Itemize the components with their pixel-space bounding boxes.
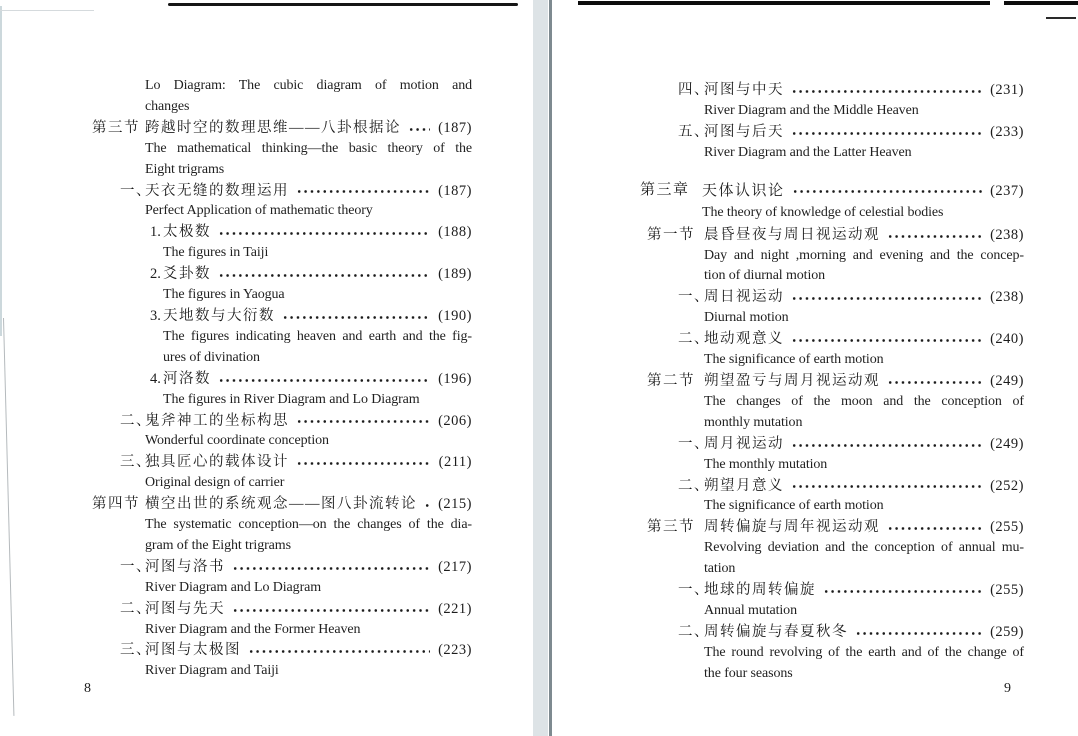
entry-title-zh: 周转偏旋与春夏秋冬 <box>704 623 848 640</box>
entry-body <box>704 580 1024 622</box>
entry-number: 一、 <box>120 558 152 575</box>
entry-title-en: Day and night ,morning and evening and the concep- <box>704 247 1024 263</box>
entry-title-en: The round revolving of the earth and of the change of <box>704 644 1024 660</box>
entry-page-ref: (255) <box>990 582 1024 599</box>
entry-page-ref: (255) <box>990 519 1024 536</box>
entry-title-zh: 太极数 <box>163 224 211 241</box>
entry-title-row <box>145 452 472 473</box>
entry-number: 二、 <box>120 412 152 429</box>
entry-title-row <box>145 411 472 432</box>
toc-entry <box>640 287 1024 329</box>
entry-title-zh: 鬼斧神工的坐标构思 <box>145 412 289 429</box>
entry-title-zh: 河图与洛书 <box>145 558 225 575</box>
entry-title-en: The figures in Taiji <box>163 245 269 261</box>
entry-body <box>163 369 472 411</box>
entry-body <box>704 517 1024 580</box>
toc-entry <box>92 264 472 306</box>
scan-artifact-top-edge-right <box>578 1 990 5</box>
entry-title-en: River Diagram and the Middle Heaven <box>704 102 919 118</box>
scan-artifact-top-edge-right-2 <box>1004 1 1078 5</box>
toc-entry <box>640 329 1024 371</box>
entry-title-en: tion of diurnal motion <box>704 268 826 284</box>
entry-number: 4. <box>150 370 161 387</box>
dot-leader <box>791 335 982 346</box>
entry-number: 1. <box>150 224 161 241</box>
entry-title-zh: 天衣无缝的数理运用 <box>145 182 289 199</box>
entry-number: 五、 <box>678 123 710 140</box>
dot-leader <box>791 86 982 97</box>
dot-leader <box>232 563 430 574</box>
entry-title-row <box>704 225 1024 246</box>
entry-body <box>702 180 1024 225</box>
toc-entries-left <box>92 76 472 682</box>
entry-title-en: tation <box>704 561 736 577</box>
entry-body <box>704 329 1024 371</box>
entry-title-en: Original design of carrier <box>145 475 285 491</box>
page-number-right: 9 <box>1004 681 1011 696</box>
toc-entry <box>92 599 472 641</box>
entry-number: 一、 <box>678 582 710 599</box>
entry-body <box>145 411 472 453</box>
entry-title-zh: 周日视运动 <box>704 289 784 306</box>
entry-title-zh: 河图与后天 <box>704 123 784 140</box>
entry-number: 第三节 <box>647 519 695 536</box>
entry-title-en: the four seasons <box>704 665 793 681</box>
dot-leader <box>248 646 430 657</box>
entry-title-en: The figures in Yaogua <box>163 287 285 303</box>
toc-entry <box>92 557 472 599</box>
entry-title-zh: 天体认识论 <box>702 182 785 199</box>
toc-entry <box>92 452 472 494</box>
dot-leader <box>424 500 430 511</box>
entry-page-ref: (252) <box>990 477 1024 494</box>
entry-title-row <box>704 287 1024 308</box>
entry-title-row <box>704 122 1024 143</box>
scan-artifact-gutter-shadow <box>533 0 548 736</box>
toc-page-left <box>92 76 472 682</box>
dot-leader <box>218 228 430 239</box>
entry-title-row <box>163 306 472 327</box>
entry-page-ref: (237) <box>990 182 1024 199</box>
entry-body <box>704 287 1024 329</box>
entry-page-ref: (189) <box>438 266 472 283</box>
entry-page-ref: (196) <box>438 370 472 387</box>
entry-title-en: River Diagram and the Latter Heaven <box>704 144 912 160</box>
dot-leader <box>296 458 430 469</box>
entry-number: 第二节 <box>647 372 695 389</box>
entry-title-zh: 天地数与大衍数 <box>163 307 275 324</box>
entry-title-zh: 河图与太极图 <box>145 642 241 659</box>
toc-entry <box>92 306 472 369</box>
entry-page-ref: (221) <box>438 600 472 617</box>
entry-body <box>704 476 1024 518</box>
entry-page-ref: (231) <box>990 82 1024 98</box>
scan-artifact-left-top-line <box>0 10 94 11</box>
entry-title-zh: 周转偏旋与周年视运动观 <box>704 519 880 536</box>
toc-entry <box>640 517 1024 580</box>
entry-title-zh: 地动观意义 <box>704 331 784 348</box>
entry-page-ref: (223) <box>438 642 472 659</box>
entry-number: 一、 <box>120 182 152 199</box>
entry-title-en: The figures in River Diagram and Lo Diagram <box>163 391 420 407</box>
entry-number: 三、 <box>120 454 152 471</box>
entry-title-row <box>145 640 472 661</box>
entry-body <box>704 225 1024 288</box>
dot-leader <box>408 124 430 135</box>
toc-entry <box>640 622 1024 685</box>
entry-title-en: Eight trigrams <box>145 161 225 177</box>
entry-body <box>145 599 472 641</box>
entry-title-row <box>704 476 1024 497</box>
toc-entry <box>92 76 472 118</box>
entry-page-ref: (206) <box>438 412 472 429</box>
entry-page-ref: (187) <box>438 182 472 199</box>
toc-entry <box>92 118 472 181</box>
entry-page-ref: (238) <box>990 226 1024 243</box>
toc-entry <box>640 580 1024 622</box>
entry-number: 三、 <box>120 642 152 659</box>
toc-entry <box>640 180 1024 225</box>
entry-page-ref: (249) <box>990 435 1024 452</box>
dot-leader <box>296 416 430 427</box>
entry-number: 第三节 <box>92 119 140 136</box>
entry-title-zh: 独具匠心的载体设计 <box>145 454 289 471</box>
entry-body <box>704 371 1024 434</box>
entry-title-zh: 周月视运动 <box>704 435 784 452</box>
entry-body <box>704 80 1024 122</box>
entry-number: 二、 <box>678 623 710 640</box>
entry-title-zh: 河洛数 <box>163 370 211 387</box>
entry-title-row <box>163 264 472 285</box>
dot-leader <box>791 440 982 451</box>
entry-title-row <box>145 494 472 515</box>
dot-leader <box>887 231 982 242</box>
entry-title-zh: 朔望盈亏与周月视运动观 <box>704 372 880 389</box>
dot-leader <box>791 128 982 139</box>
entry-title-en: The figures indicating heaven and earth and the fig- <box>163 328 472 344</box>
entry-title-en: The theory of knowledge of celestial bodies <box>702 205 944 221</box>
entry-title-zh: 朔望月意义 <box>704 477 784 494</box>
scan-artifact-top-edge-left <box>168 3 518 6</box>
toc-entry <box>92 222 472 264</box>
entry-body <box>145 494 472 557</box>
entry-number: 第三章 <box>640 181 690 198</box>
entry-title-en: Revolving deviation and the conception of annual mu- <box>704 540 1024 556</box>
toc-entry <box>640 434 1024 476</box>
entry-title-en: Annual mutation <box>704 602 797 618</box>
toc-entry <box>92 640 472 682</box>
entry-title-en: Lo Diagram: The cubic diagram of motion and <box>145 78 472 93</box>
entry-number: 二、 <box>120 600 152 617</box>
entry-page-ref: (188) <box>438 224 472 241</box>
dot-leader <box>823 586 982 597</box>
entry-title-en: The mathematical thinking—the basic theory of the <box>145 140 472 156</box>
scan-artifact-corner-dash <box>1046 17 1076 19</box>
dot-leader <box>296 186 430 197</box>
entry-body <box>145 452 472 494</box>
entry-title-en: changes <box>145 98 190 114</box>
toc-entry <box>92 411 472 453</box>
dot-leader <box>232 605 430 616</box>
entry-title-zh: 爻卦数 <box>163 266 211 283</box>
entry-title-zh: 晨昏昼夜与周日视运动观 <box>704 226 880 243</box>
entry-title-zh: 跨越时空的数理思维——八卦根据论 <box>145 119 401 136</box>
entry-title-en: Perfect Application of mathematic theory <box>145 203 373 219</box>
entry-number: 3. <box>150 307 161 324</box>
entry-number: 第四节 <box>92 496 140 513</box>
entry-body <box>145 76 472 118</box>
dot-leader <box>218 270 430 281</box>
entry-number: 一、 <box>678 435 710 452</box>
entry-number: 二、 <box>678 331 710 348</box>
entry-page-ref: (249) <box>990 372 1024 389</box>
entry-body <box>145 640 472 682</box>
entry-title-en: The changes of the moon and the conception of <box>704 393 1024 409</box>
dot-leader <box>791 293 982 304</box>
dot-leader <box>791 481 982 492</box>
entry-number: 2. <box>150 266 161 283</box>
entry-title-en: ures of divination <box>163 349 260 365</box>
entry-page-ref: (190) <box>438 307 472 324</box>
entry-body <box>704 434 1024 476</box>
entry-title-row <box>145 118 472 139</box>
page-number-left: 8 <box>84 681 91 696</box>
entry-title-en: The systematic conception—on the changes of the dia- <box>145 517 472 533</box>
entry-page-ref: (217) <box>438 558 472 575</box>
entry-title-en: monthly mutation <box>704 414 803 430</box>
entry-title-row <box>704 80 1024 101</box>
entry-body <box>145 118 472 181</box>
entry-title-row <box>704 434 1024 455</box>
entry-body <box>145 557 472 599</box>
toc-entry <box>640 80 1024 122</box>
entry-page-ref: (259) <box>990 623 1024 640</box>
entry-body <box>704 122 1024 164</box>
entry-title-en: River Diagram and Taiji <box>145 663 279 679</box>
entry-title-en: River Diagram and the Former Heaven <box>145 621 361 637</box>
entry-number: 二、 <box>678 477 710 494</box>
entry-title-row <box>704 580 1024 601</box>
entry-number: 第一节 <box>647 226 695 243</box>
dot-leader <box>855 628 982 639</box>
entry-title-row <box>704 329 1024 350</box>
dot-leader <box>887 523 982 534</box>
scan-artifact-left-edge <box>0 6 2 336</box>
entry-title-row <box>704 371 1024 392</box>
entry-title-row <box>163 369 472 390</box>
entry-title-row <box>145 599 472 620</box>
entry-page-ref: (211) <box>438 454 472 471</box>
entry-title-row <box>704 622 1024 643</box>
toc-entry <box>640 225 1024 288</box>
entry-title-en: River Diagram and Lo Diagram <box>145 579 322 595</box>
entry-title-row <box>145 557 472 578</box>
entry-page-ref: (240) <box>990 331 1024 348</box>
toc-entry <box>92 369 472 411</box>
toc-entry <box>640 476 1024 518</box>
dot-leader <box>887 377 982 388</box>
entry-body <box>145 181 472 223</box>
entry-number: 一、 <box>678 289 710 306</box>
toc-entry <box>640 371 1024 434</box>
toc-page-right <box>640 80 1024 685</box>
toc-entry <box>640 122 1024 164</box>
entry-page-ref: (238) <box>990 289 1024 306</box>
entry-page-ref: (187) <box>438 119 472 136</box>
dot-leader <box>218 375 430 386</box>
entry-body <box>704 622 1024 685</box>
entry-title-zh: 横空出世的系统观念——图八卦流转论 <box>145 496 417 513</box>
dot-leader <box>282 312 430 323</box>
entry-title-en: The significance of earth motion <box>704 498 884 514</box>
toc-entry <box>92 494 472 557</box>
entry-title-en: Wonderful coordinate conception <box>145 433 329 449</box>
entry-title-row <box>704 517 1024 538</box>
entry-page-ref: (215) <box>438 496 472 513</box>
entry-title-row <box>702 180 1024 203</box>
entry-page-ref: (233) <box>990 123 1024 140</box>
entry-title-en: Diurnal motion <box>704 310 789 326</box>
entry-title-row <box>163 222 472 243</box>
toc-entries-right <box>640 80 1024 685</box>
entry-body <box>163 264 472 306</box>
entry-body <box>163 306 472 369</box>
entry-body <box>163 222 472 264</box>
dot-leader <box>792 186 982 197</box>
entry-title-en: gram of the Eight trigrams <box>145 537 291 553</box>
entry-number: 四、 <box>678 82 710 98</box>
entry-title-row <box>145 181 472 202</box>
entry-title-en: The monthly mutation <box>704 456 828 472</box>
entry-title-zh: 地球的周转偏旋 <box>704 582 816 599</box>
entry-title-en: The significance of earth motion <box>704 352 884 368</box>
entry-title-zh: 河图与中天 <box>704 82 784 98</box>
entry-title-zh: 河图与先天 <box>145 600 225 617</box>
toc-entry <box>92 181 472 223</box>
scan-artifact-left-diagonal <box>3 318 15 716</box>
scan-artifact-gutter-edge <box>549 0 552 736</box>
